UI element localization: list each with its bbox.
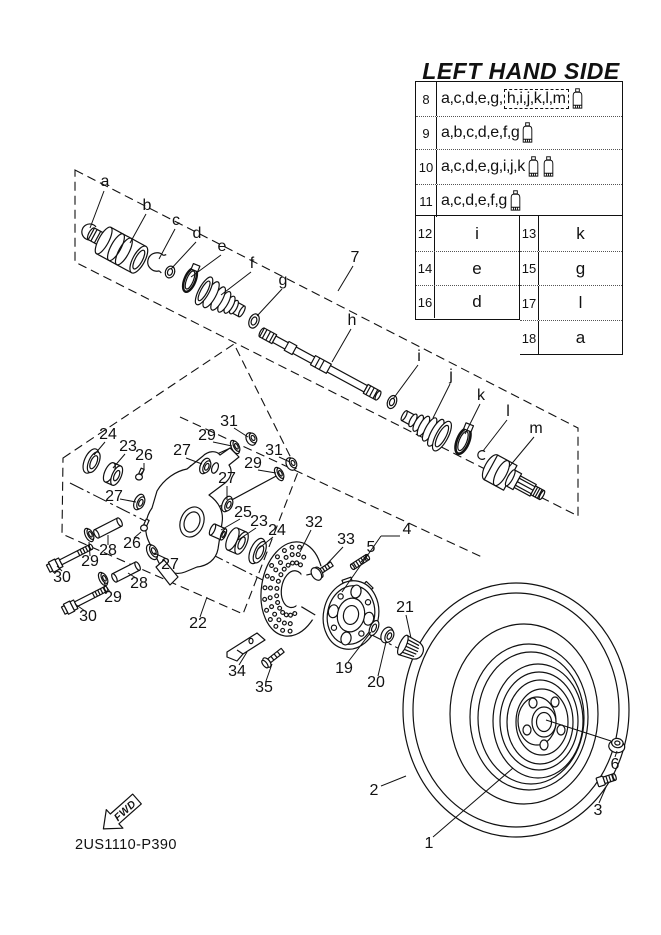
- callout-27-4: 27: [161, 556, 179, 574]
- inner-joint-b: [82, 219, 151, 275]
- lug-nut: [557, 725, 565, 735]
- disc-hole: [274, 624, 278, 628]
- callout-23-2: 23: [250, 513, 268, 531]
- snap-ring-c: [146, 250, 167, 273]
- disc-hole: [296, 552, 300, 556]
- callout-k: k: [477, 387, 485, 405]
- grease-tube-icon: [509, 190, 522, 213]
- disc-hole: [297, 545, 301, 549]
- ref-number: 17: [520, 286, 539, 320]
- callout-35: 35: [255, 679, 273, 697]
- callout-28-1: 28: [99, 542, 117, 560]
- callout-2: 2: [369, 782, 379, 800]
- boot-clamp-k: [452, 422, 475, 456]
- fwd-arrow: [101, 794, 141, 831]
- ref-number: 15: [520, 252, 539, 285]
- washer-29c: [83, 527, 96, 543]
- callout-31-1: 31: [220, 413, 238, 431]
- disc-hole: [293, 611, 297, 615]
- callout-21: 21: [396, 599, 414, 617]
- disc-hole: [274, 594, 278, 598]
- disc-hole: [262, 597, 266, 601]
- spacer-ring-i: [385, 394, 398, 410]
- table-row-15: [520, 251, 622, 285]
- letter-cell: k: [576, 223, 585, 243]
- diagram-title: LEFT HAND SIDE: [422, 58, 620, 84]
- disc-hole: [268, 596, 272, 600]
- callout-29-3: 29: [81, 553, 99, 571]
- boxed-applies-text: h,i,j,k,l,m: [504, 89, 569, 109]
- grease-tube-icon: [542, 156, 555, 179]
- clip-d: [164, 265, 177, 279]
- table-row-12: [416, 216, 519, 251]
- callout-24-1: 24: [99, 426, 117, 444]
- disc-hole: [290, 552, 294, 556]
- ref-number: 13: [520, 216, 539, 251]
- callout-l: l: [506, 403, 510, 421]
- disc-hole: [268, 617, 272, 621]
- left-hand-side-table: [415, 81, 623, 355]
- ref-number: 10: [416, 150, 437, 184]
- table-row-17: [520, 285, 622, 320]
- disc-hole: [290, 545, 294, 549]
- fwd-label: FWD: [111, 797, 139, 824]
- bolt-35: [260, 646, 286, 670]
- disc-hole: [274, 568, 278, 572]
- callout-28-2: 28: [130, 575, 148, 593]
- drawing-number: 2US1110-P390: [75, 837, 177, 853]
- lug-nut: [523, 725, 531, 735]
- applies-text: a,c,d,e,f,g: [441, 192, 507, 209]
- disc-hole: [268, 586, 272, 590]
- disc-hole: [270, 576, 274, 580]
- table-row-8: [416, 82, 622, 116]
- center-bore: [537, 713, 552, 732]
- cv-boot-f: [192, 275, 251, 326]
- table-right-pair-block: [520, 216, 623, 355]
- washer-29d: [97, 571, 110, 587]
- disc-hole: [278, 560, 282, 564]
- callout-20: 20: [367, 674, 385, 692]
- applies-text: a,c,d,e,g,: [441, 90, 503, 107]
- callout-27-2: 27: [218, 470, 236, 488]
- callout-d: d: [192, 225, 202, 243]
- disc-hole: [275, 586, 279, 590]
- nut-31a: [244, 431, 259, 447]
- disc-hole: [284, 555, 288, 559]
- letter-cell: l: [578, 293, 583, 312]
- callout-32: 32: [305, 514, 323, 532]
- callout-22: 22: [189, 615, 207, 633]
- letter-cell: a: [575, 328, 586, 347]
- disc-hole: [269, 604, 273, 608]
- ref-number: 11: [416, 185, 437, 217]
- stopper-ring-g: [247, 312, 261, 329]
- callout-b: b: [142, 197, 152, 215]
- table-row-16: [416, 285, 519, 318]
- washer-29b: [273, 466, 286, 482]
- nut-31b: [284, 456, 299, 472]
- callout-6: 6: [610, 756, 620, 774]
- callout-24-2: 24: [268, 522, 286, 540]
- cv-boot-j: [395, 400, 455, 453]
- ref-number: 8: [416, 82, 437, 116]
- callout-30-2: 30: [79, 608, 97, 626]
- ref-number: 16: [416, 286, 435, 318]
- callout-g: g: [278, 272, 288, 290]
- disc-hole: [264, 608, 268, 612]
- disc-hole: [276, 579, 280, 583]
- ref-number: 18: [520, 321, 539, 355]
- row-content: [437, 88, 622, 111]
- callout-27-1: 27: [173, 442, 191, 460]
- callout-31-2: 31: [265, 442, 283, 460]
- callout-19: 19: [335, 660, 353, 678]
- callout-25: 25: [234, 504, 252, 522]
- callout-i: i: [417, 348, 421, 366]
- callout-a: a: [100, 173, 110, 191]
- callout-3: 3: [593, 802, 603, 820]
- callout-29-1: 29: [198, 427, 216, 445]
- table-combo-block: [415, 81, 623, 216]
- disc-hole: [275, 555, 279, 559]
- disc-hole: [288, 613, 292, 617]
- callout-1: 1: [424, 835, 434, 853]
- bearing-23a: [101, 461, 125, 487]
- disc-hole: [302, 555, 306, 559]
- axle-shaft-h: [258, 327, 382, 401]
- callout-c: c: [172, 212, 180, 230]
- disc-hole: [277, 618, 281, 622]
- grease-tube-icon: [521, 122, 534, 145]
- boot-band-e: [180, 263, 201, 294]
- axle-nut-20: [379, 625, 397, 645]
- callout-j: j: [449, 367, 453, 385]
- callout-23-1: 23: [119, 438, 137, 456]
- table-row-11: [416, 184, 622, 217]
- callout-26-1: 26: [135, 447, 153, 465]
- grease-tube-icon: [527, 156, 540, 179]
- disc-hole: [277, 606, 281, 610]
- callout-29-4: 29: [104, 589, 122, 607]
- disc-hole: [286, 563, 290, 567]
- callout-33: 33: [337, 531, 355, 549]
- letter-cell: d: [472, 292, 482, 311]
- table-row-10: [416, 149, 622, 184]
- table-left-pair-block: [415, 216, 520, 320]
- row-content: [437, 190, 622, 213]
- callout-e: e: [217, 238, 227, 256]
- disc-hole: [272, 612, 276, 616]
- bracket-34: [227, 633, 265, 661]
- grease-tube-icon: [571, 88, 584, 111]
- grease-nipple-26a: [136, 468, 145, 480]
- table-row-13: [520, 216, 622, 251]
- disc-hole: [280, 628, 284, 632]
- oil-seal-24b: [246, 536, 270, 567]
- callout-27-3: 27: [105, 488, 123, 506]
- disc-hole: [265, 574, 269, 578]
- callout-34: 34: [228, 663, 246, 681]
- disc-hole: [282, 567, 286, 571]
- callout-h: h: [347, 312, 357, 330]
- ref-number: 12: [416, 216, 435, 251]
- table-row-14: [416, 251, 519, 285]
- callout-30-1: 30: [53, 569, 71, 587]
- clip-l: [478, 451, 485, 460]
- ref-number: 14: [416, 252, 435, 285]
- disc-hole: [290, 561, 294, 565]
- letter-cell: e: [472, 258, 482, 278]
- callout-7: 7: [350, 249, 360, 267]
- disc-hole: [282, 621, 286, 625]
- oil-seal-24a: [80, 446, 104, 476]
- disc-hole: [269, 563, 273, 567]
- disc-hole: [279, 573, 283, 577]
- disc-hole: [275, 600, 279, 604]
- letter-cell: g: [575, 258, 586, 278]
- table-row-9: [416, 116, 622, 149]
- table-row-18: [520, 320, 622, 355]
- ref-number: 9: [416, 117, 437, 149]
- disc-hole: [288, 621, 292, 625]
- callout-f: f: [249, 255, 255, 273]
- dust-seal-27c: [131, 493, 147, 512]
- callout-29-2: 29: [244, 455, 262, 473]
- row-content: [437, 122, 622, 145]
- disc-hole: [288, 629, 292, 633]
- lug-nut: [540, 740, 548, 750]
- applies-text: a,b,c,d,e,f,g: [441, 124, 520, 141]
- wheel-and-tire: [403, 583, 629, 837]
- applies-text: a,c,d,e,g,i,j,k: [441, 158, 525, 175]
- disc-hole: [263, 586, 267, 590]
- disc-hole: [298, 563, 302, 567]
- lug-nut: [551, 697, 559, 707]
- row-content: [437, 156, 622, 179]
- callout-26-2: 26: [123, 535, 141, 553]
- callout-4: 4: [402, 521, 412, 539]
- disc-hole: [280, 610, 284, 614]
- letter-cell: i: [475, 223, 479, 243]
- callout-m: m: [529, 420, 543, 438]
- lug-nut: [529, 698, 537, 708]
- callout-5: 5: [366, 539, 376, 557]
- disc-hole: [282, 548, 286, 552]
